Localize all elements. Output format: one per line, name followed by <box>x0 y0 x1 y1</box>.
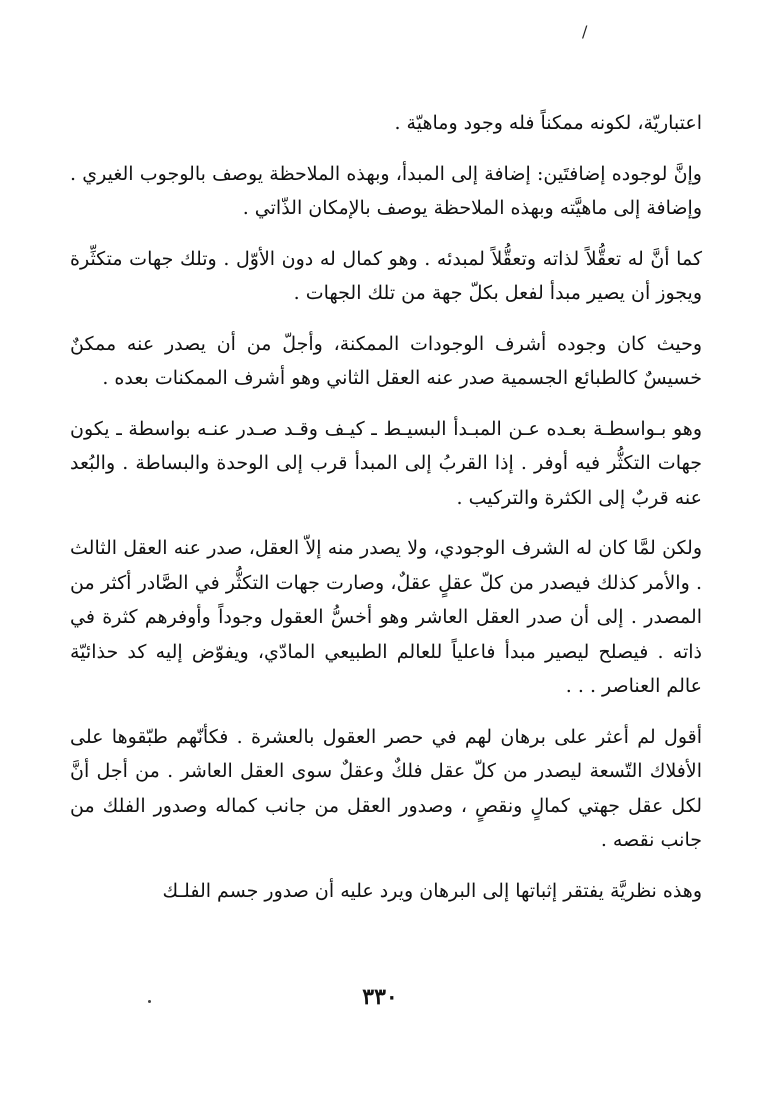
stray-mark: / <box>582 22 588 41</box>
paragraph: وهذه نظريَّة يفتقر إثباتها إلى البرهان ويرد عليه أن صدور جسم الفلـك <box>162 879 702 902</box>
paragraph: كما أنَّ له تعقُّلاً لذاته وتعقُّلاً لمبدئه . وهو كمال له دون الأوّل . وتلك جهات متكثِّرة ويجوز أن يصير مبدأ لفعل بكلّ جهة من تلك الجهات . <box>70 247 702 304</box>
paragraph: وحيث كان وجوده أشرف الوجودات الممكنة، وأجلّ من أن يصدر عنه ممكنٌ خسيسٌ كالطبائع الجسمية صدر عنه العقل الثاني وهو أشرف الممكنات بعده . <box>70 332 702 389</box>
paragraph: ولكن لمَّا كان له الشرف الوجودي، ولا يصدر منه إلاّ العقل، صدر عنه العقل الثالث . والأمر كذلك فيصدر من كلّ عقلٍ عقلٌ، وصارت جهات التكثُّر في الصَّادر أكثر من المصدر . إلى أن صدر العقل العاشر وهو أخسُّ العقول وجوداً وأوفرهم كثرة في ذاته . فيصلح ليصير مبدأ فاعلياً للعالم الطبيعي المادّي، ويفوّض إليه كد حذائيّة عالم العناصر . . . <box>70 537 702 697</box>
page-number: ٣٣٠ <box>362 984 398 1010</box>
paragraph: وإنَّ لوجوده إضافتَين: إضافة إلى المبدأ، وبهذه الملاحظة يوصف بالوجوب الغيري . وإضافة إلى ماهيَّته وبهذه الملاحظة يوصف بالإمكان الذّاتي . <box>70 162 702 219</box>
paragraph: وهو بـواسطـة بعـده عـن المبـدأ البسيـط ـ كيـف وقـد صـدر عنـه بواسطة ـ يكون جهات التكثُّر فيه أوفر . إذا القربُ إلى المبدأ قرب إلى الوحدة والبساطة . والبُعد عنه قربٌ إلى الكثرة والتركيب . <box>70 417 702 509</box>
paragraph: أقول لم أعثر على برهان لهم في حصر العقول بالعشرة . فكأنّهم طبّقوها على الأفلاك التّسعة ليصدر من كلّ عقل فلكٌ وعقلٌ سوى العقل العاشر . من أجل أنَّ لكل عقل جهتي كمالٍ ونقصٍ ، وصدور العقل من جانب كماله وصدور الفلك من جانب نقصه . <box>70 725 702 851</box>
paragraph: اعتباريّة، لكونه ممكناً فله وجود وماهيّة . <box>394 112 702 134</box>
body-text <box>70 106 702 908</box>
